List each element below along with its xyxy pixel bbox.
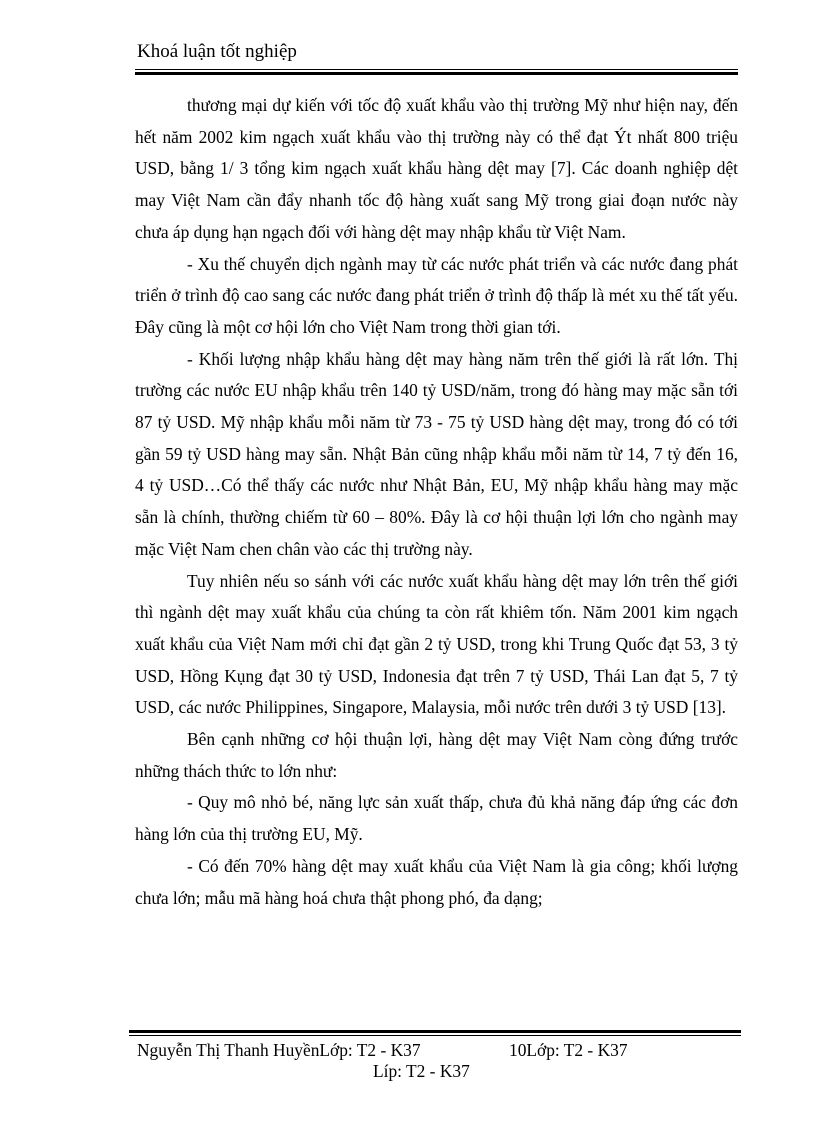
- footer-rule-thick: [129, 1030, 741, 1033]
- paragraph-4: Tuy nhiên nếu so sánh với các nước xuất khẩu hàng dệt may lớn trên thế giới thì ngành dệt may xuất khẩu của chúng ta còn rất khiêm tốn. Năm 2001 kim ngạch xuất khẩu của Việt Nam mới chỉ đạt gần 2 tỷ USD, trong khi Trung Quốc đạt 53, 3 tỷ USD, Hồng Kụng đạt 30 tỷ USD, Indonesia đạt trên 7 tỷ USD, Thái Lan đạt 5, 7 tỷ USD, các nước Philippines, Singapore, Malaysia, mỗi nước trên dưới 3 tỷ USD [13].: [135, 570, 738, 718]
- footer-author: Nguyễn Thị Thanh Huyền: [137, 1040, 320, 1060]
- paragraph-6: - Quy mô nhỏ bé, năng lực sản xuất thấp, chưa đủ khả năng đáp ứng các đơn hàng lớn của thị trường EU, Mỹ.: [135, 792, 738, 845]
- paragraph-1: thương mại dự kiến với tốc độ xuất khẩu vào thị trường Mỹ như hiện nay, đến hết năm 2002 kim ngạch xuất khẩu vào thị trường này có thể đạt Ýt nhất 800 triệu USD, bằng 1/ 3 tổng kim ngạch xuất khẩu hàng dệt may [7]. Các doanh nghiệp dệt may Việt Nam cần đẩy nhanh tốc độ hàng xuất sang Mỹ trong giai đoạn nước này chưa áp dụng hạn ngạch đối với hàng dệt may nhập khẩu từ Việt Nam.: [135, 95, 738, 242]
- document-body: [135, 90, 738, 914]
- footer-class-c: Líp: T2 - K37: [373, 1061, 470, 1081]
- footer-class-b-text: Lớp: T2 - K37: [526, 1040, 628, 1060]
- header-rule-thin: [135, 69, 738, 70]
- footer-page-number: 10: [509, 1040, 527, 1060]
- paragraph-7: - Có đến 70% hàng dệt may xuất khẩu của Việt Nam là gia công; khối lượng chưa lớn; mẫu mã hàng hoá chưa thật phong phó, đa dạng;: [135, 855, 738, 908]
- footer-class-b: [509, 1040, 628, 1061]
- paragraph-5: Bên cạnh những cơ hội thuận lợi, hàng dệt may Việt Nam còng đứng trước những thách thức to lớn như:: [135, 729, 738, 781]
- paragraph-3: - Khối lượng nhập khẩu hàng dệt may hàng năm trên thế giới là rất lớn. Thị trường các nước EU nhập khẩu trên 140 tỷ USD/năm, trong đó hàng may mặc sẵn tới 87 tỷ USD. Mỹ nhập khẩu mỗi năm từ 73 - 75 tỷ USD hàng dệt may, trong đó có tới gần 59 tỷ USD hàng may sẵn. Nhật Bản cũng nhập khẩu mỗi năm từ 14, 7 tỷ đến 16, 4 tỷ USD…Có thể thấy các nước như Nhật Bản, EU, Mỹ nhập khẩu hàng may mặc sẵn là chính, thường chiếm từ 60 – 80%. Đây là cơ hội thuận lợi lớn cho ngành may mặc Việt Nam chen chân vào các thị trường này.: [135, 348, 738, 559]
- footer-rule-thin: [129, 1035, 741, 1036]
- page-footer: [137, 1040, 628, 1061]
- header-rule-thick: [135, 72, 738, 75]
- page-header-title: Khoá luận tốt nghiệp: [137, 41, 297, 62]
- footer-class-a: Lớp: T2 - K37: [319, 1040, 421, 1060]
- paragraph-2: - Xu thế chuyển dịch ngành may từ các nước phát triển và các nước đang phát triển ở trình độ cao sang các nước đang phát triển ở trình độ thấp là mét xu thế tất yếu. Đây cũng là một cơ hội lớn cho Việt Nam trong thời gian tới.: [135, 253, 738, 337]
